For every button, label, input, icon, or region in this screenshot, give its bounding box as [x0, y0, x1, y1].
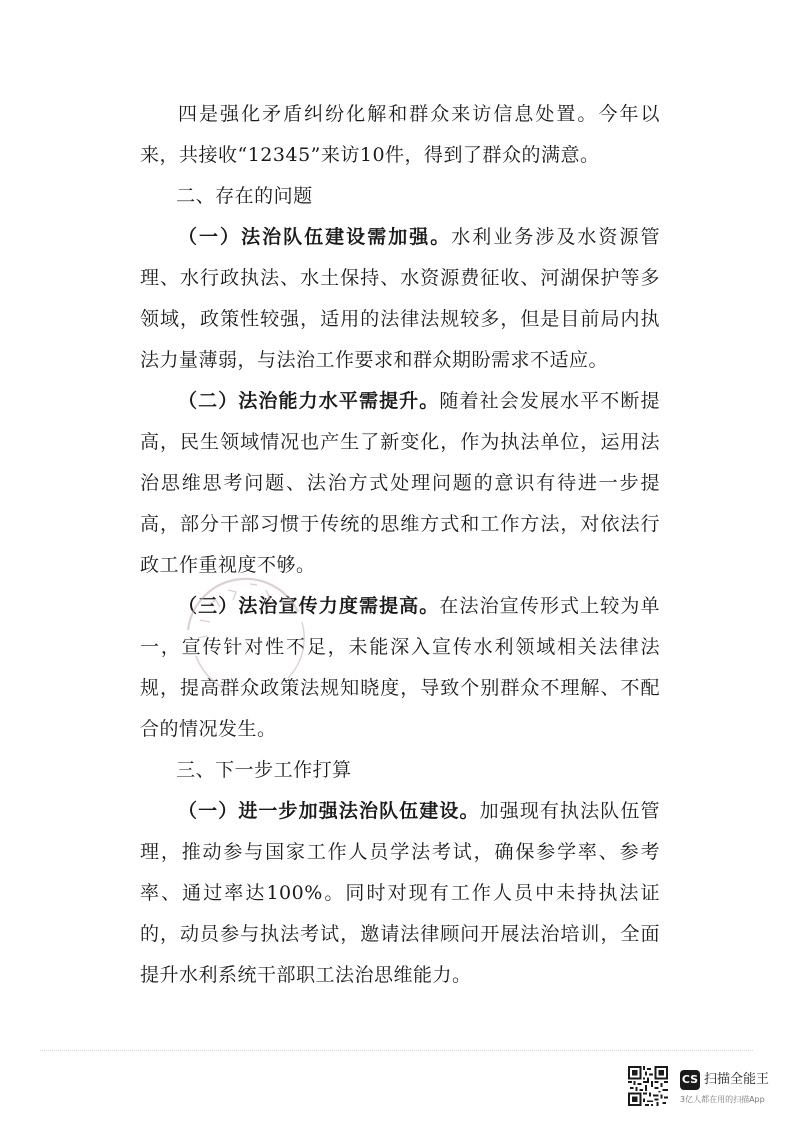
paragraph-intro: 四是强化矛盾纠纷化解和群众来访信息处置。今年以来，共接收“12345”来访10件，得到了群众的满意。 [140, 103, 660, 166]
section-heading-problems: 二、存在的问题 [176, 185, 313, 207]
document-body [140, 94, 660, 996]
problem-title-1: （一）法治队伍建设需加强。 [178, 226, 452, 248]
problem-body-2: 随着社会发展水平不断提高，民生领域情况也产生了新变化，作为执法单位，运用法治思维思考问题、法治方式处理问题的意识有待进一步提高，部分干部习惯于传统的思维方式和工作方法，对依法行政工作重视度不够。 [140, 390, 660, 576]
problem-title-3: （三）法治宣传力度需提高。 [178, 595, 440, 617]
camscanner-logo-icon: CS [680, 1070, 700, 1090]
footer-divider [40, 1050, 753, 1051]
scanner-watermark [628, 1066, 778, 1110]
problem-body-3: 在法治宣传形式上较为单一，宣传针对性不足，未能深入宣传水利领域相关法律法规，提高群众政策法规知晓度，导致个别群众不理解、不配合的情况发生。 [140, 595, 660, 740]
plan-body-1: 加强现有执法队伍管理，推动参与国家工作人员学法考试，确保参学率、参考率、通过率达100%。同时对现有工作人员中未持执法证的，动员参与执法考试，邀请法律顾问开展法治培训，全面提升水利系统干部职工法治思维能力。 [140, 800, 660, 986]
camscanner-app-name: 扫描全能王 [704, 1072, 770, 1087]
qr-code-icon [628, 1066, 668, 1106]
problem-paragraph-1 [140, 217, 660, 381]
problem-paragraph-2 [140, 381, 660, 586]
problem-title-2: （二）法治能力水平需提升。 [178, 390, 440, 412]
problem-paragraph-3 [140, 586, 660, 750]
camscanner-tagline: 3亿人都在用的扫描App [680, 1095, 765, 1104]
section-heading-next-steps: 三、下一步工作打算 [176, 759, 352, 781]
plan-paragraph-1 [140, 791, 660, 996]
plan-title-1: （一）进一步加强法治队伍建设。 [178, 800, 480, 822]
problem-body-1: 水利业务涉及水资源管理、水行政执法、水土保持、水资源费征收、河湖保护等多领域，政策性较强，适用的法律法规较多，但是目前局内执法力量薄弱，与法治工作要求和群众期盼需求不适应。 [140, 226, 660, 371]
